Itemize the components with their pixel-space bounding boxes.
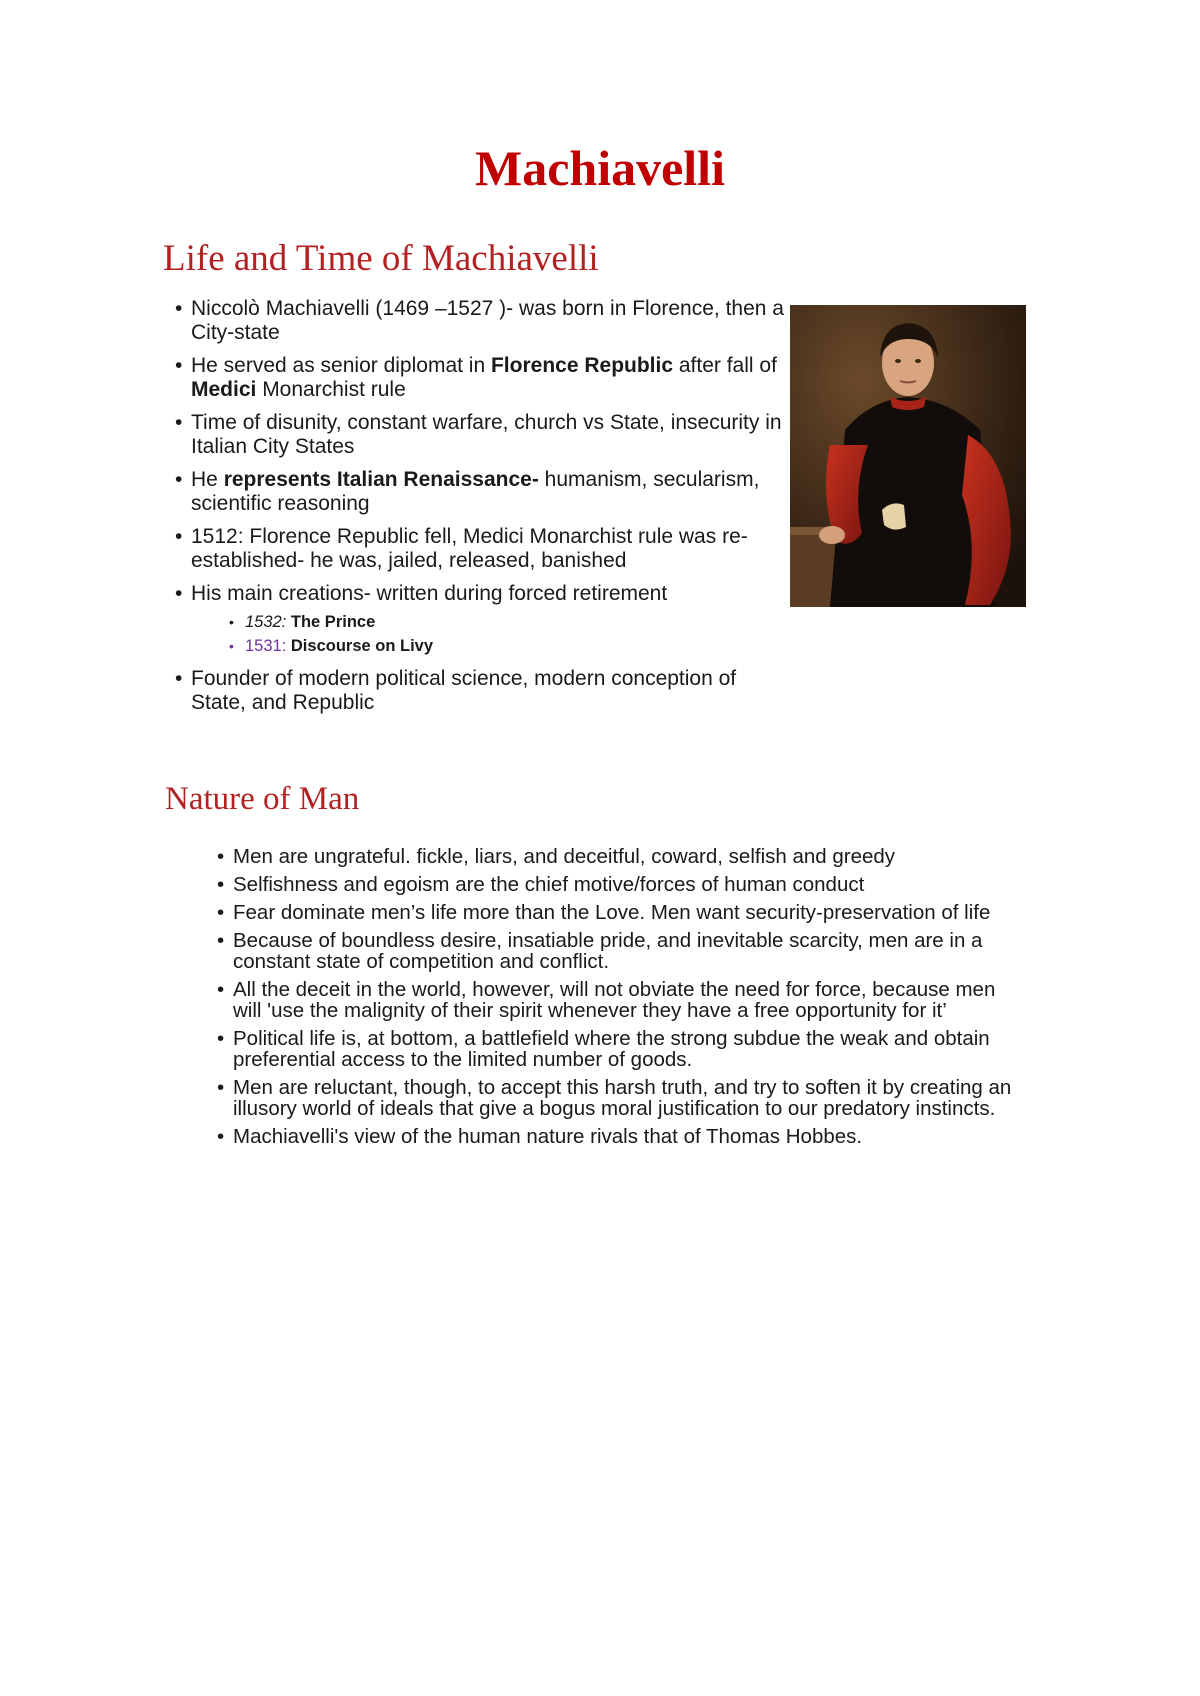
nature-bullet: • All the deceit in the world, however, will not obviate the need for force, because men will 'use the malignity of their spirit whenever they have a free opportunity for it’ xyxy=(217,979,1017,1021)
life-bullet-text: Time of disunity, constant warfare, church vs State, insecurity in Italian City States xyxy=(191,411,782,458)
life-bullet-text: He served as senior diplomat in xyxy=(191,354,491,377)
life-bullet-text: 1512: Florence Republic fell, Medici Monarchist rule was re-established- he was, jailed, released, banished xyxy=(191,525,748,572)
life-bullet-list xyxy=(175,297,785,724)
creation-year: 1532: xyxy=(245,613,287,631)
life-bullet xyxy=(175,667,785,715)
nature-bullet: • Selfishness and egoism are the chief motive/forces of human conduct xyxy=(217,874,1017,895)
creation-title: Discourse on Livy xyxy=(290,637,434,655)
nature-section-heading: Nature of Man xyxy=(165,781,360,817)
creation-year: 1531: xyxy=(245,637,287,655)
nature-bullet: • Fear dominate men’s life more than the Love. Men want security-preservation of life xyxy=(217,902,1017,923)
life-bullet-text: Niccolò Machiavelli (1469 –1527 )- was born in Florence, then a City-state xyxy=(191,297,784,344)
life-bullet-text: His main creations- written during forced retirement xyxy=(191,582,668,605)
life-bullet-text: Founder of modern political science, modern conception of State, and Republic xyxy=(191,667,737,714)
life-bullet-text: Monarchist rule xyxy=(256,378,406,401)
machiavelli-portrait-icon xyxy=(790,305,1026,607)
creation-item xyxy=(229,610,785,634)
life-bullet-text: after fall of xyxy=(673,354,777,377)
life-bullet-bold-text: Medici xyxy=(191,378,257,401)
life-bullet-text: humanism, secularism, scientific reasoning xyxy=(191,468,760,515)
nature-bullet: • Machiavelli's view of the human nature rivals that of Thomas Hobbes. xyxy=(217,1126,1017,1147)
life-bullet xyxy=(175,411,785,459)
life-bullet xyxy=(175,468,785,516)
life-bullet xyxy=(175,582,785,658)
nature-bullet: • Political life is, at bottom, a battlefield where the strong subdue the weak and obtain preferential access to the limited number of goods. xyxy=(217,1028,1017,1070)
life-bullet-text: He xyxy=(191,468,224,491)
life-bullet-bold-text: Florence Republic xyxy=(490,354,674,377)
life-bullet xyxy=(175,297,785,345)
life-section-heading: Life and Time of Machiavelli xyxy=(163,238,599,279)
nature-bullet: • Men are reluctant, though, to accept this harsh truth, and try to soften it by creating an illusory world of ideals that give a bogus moral justification to our predatory instincts. xyxy=(217,1077,1017,1119)
creation-item xyxy=(229,634,785,658)
creations-list xyxy=(229,610,785,658)
page-title: Machiavelli xyxy=(475,140,725,196)
life-bullet xyxy=(175,354,785,402)
nature-bullet: • Because of boundless desire, insatiable pride, and inevitable scarcity, men are in a constant state of competition and conflict. xyxy=(217,930,1017,972)
nature-bullet-list xyxy=(217,846,1017,1154)
creation-title: The Prince xyxy=(290,613,376,631)
life-bullet xyxy=(175,525,785,573)
life-bullet-bold-text: represents Italian Renaissance- xyxy=(223,468,539,491)
nature-bullet: • Men are ungrateful. fickle, liars, and deceitful, coward, selfish and greedy xyxy=(217,846,1017,867)
